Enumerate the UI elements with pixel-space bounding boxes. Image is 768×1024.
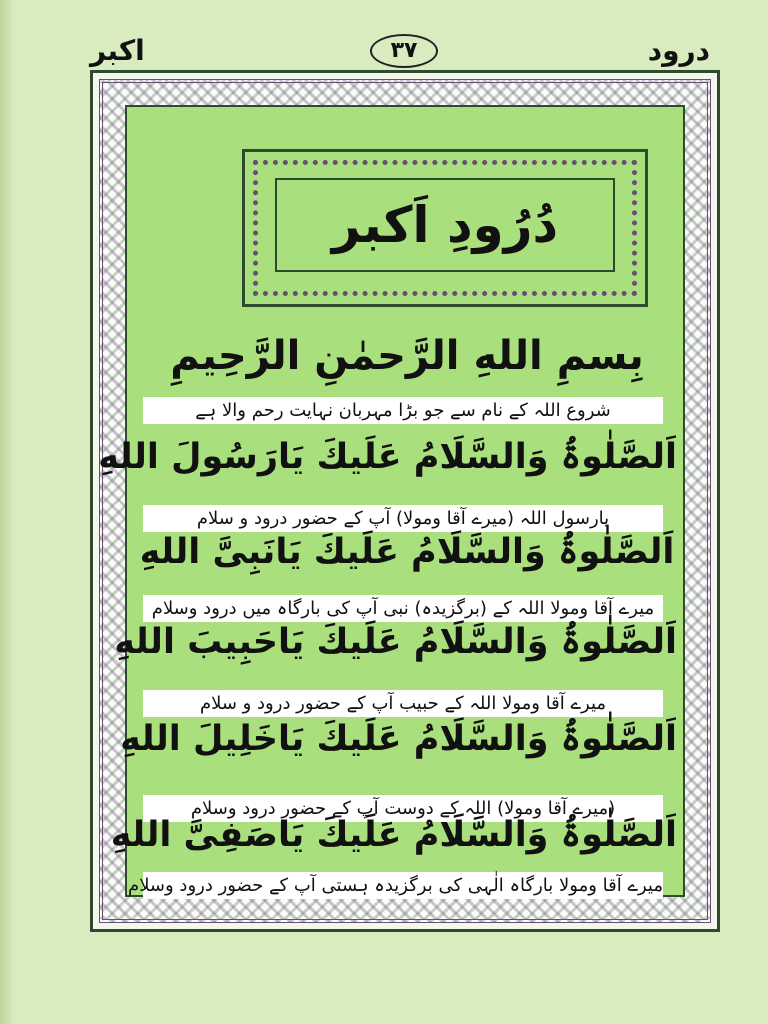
verse-arabic-4: اَلصَّلٰوۃُ وَالسَّلَامُ عَلَیكَ یَاخَلِیلَ اللهِ: [120, 719, 677, 759]
verse-translation-4: (میرے آقا ومولا) اللہ کے دوست آپ کے حضور درود وسلام: [143, 795, 663, 822]
page-header: [70, 30, 720, 70]
header-right-title: درود: [647, 34, 710, 67]
bismillah: بِسمِ اللهِ الرَّحمٰنِ الرَّحِیمِ: [170, 333, 644, 379]
bismillah-translation: شروع اللہ کے نام سے جو بڑا مہربان نہایت رحم والا ہے: [143, 397, 663, 424]
verse-translation-3: میرے آقا ومولا اللہ کے حبیب آپ کے حضور درود و سلام: [143, 690, 663, 717]
verse-translation-5: میرے آقا ومولا بارگاہ الٰہی کی برگزیدہ ہستی آپ کے حضور درود وسلام: [143, 872, 663, 899]
verse-arabic-3: اَلصَّلٰوۃُ وَالسَّلَامُ عَلَیكَ یَاحَبِیبَ اللهِ: [114, 622, 677, 662]
verse-arabic-5: اَلصَّلٰوۃُ وَالسَّلَامُ عَلَیكَ یَاصَفِیَّ اللهِ: [110, 815, 677, 855]
content-panel: [98, 105, 685, 897]
verse-translation-1: یارسول اللہ (میرے آقا ومولا) آپ کے حضور درود و سلام: [143, 505, 663, 532]
decorative-frame: [90, 70, 720, 932]
title-box: [242, 149, 648, 307]
verse-translation-2: میرے آقا ومولا اللہ کے (برگزیدہ) نبی آپ کی بارگاہ میں درود وسلام: [143, 595, 663, 622]
header-left-title: اکبر: [90, 34, 145, 67]
verse-arabic-1: اَلصَّلٰوۃُ وَالسَّلَامُ عَلَیكَ یَارَسُولَ اللهِ: [98, 437, 677, 477]
page-title: دُرُودِ اَکبر: [275, 178, 615, 272]
verse-arabic-2: اَلصَّلٰوۃُ وَالسَّلَامُ عَلَیكَ یَانَبِیَّ اللهِ: [139, 532, 675, 572]
page-edge: [0, 0, 14, 1024]
page-number: ۳۷: [370, 34, 438, 68]
